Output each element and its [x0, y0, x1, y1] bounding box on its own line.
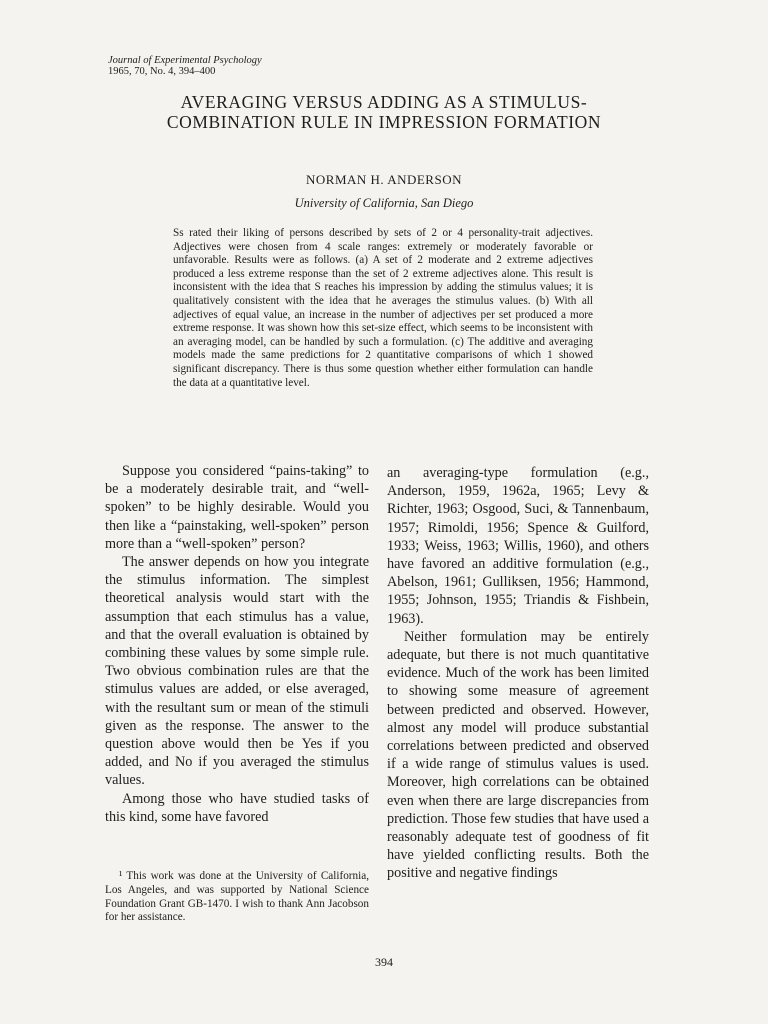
article-author: NORMAN H. ANDERSON	[306, 172, 462, 187]
body-column-right	[387, 464, 649, 883]
abstract: Ss rated their liking of persons described by sets of 2 or 4 personality-trait adjectives. Adjectives were chosen from 4 scale ranges: extremely or moderately favorable or unfavorable. Results were as follows. (a) A set of 2 moderate and 2 extreme adjectives produced a less extreme response than the set of 2 extreme adjectives alone. This result is inconsistent with the idea that S reaches his impression by adding the stimulus values; it is qualitatively consistent with the idea that he averages the stimulus values. (b) With all adjectives of equal value, an increase in the number of adjectives per set produced a more extreme response. It was shown how this set-size effect, which seems to be inconsistent with an averaging model, can be handled by such a formulation. (c) The additive and averaging models made the same predictions for 2 quantitative comparisons of which 1 showed significant discrepancy. There is thus some question whether either formulation can handle the data at a quantitative level.	[173, 227, 593, 389]
body-paragraph: Among those who have studied tasks of this kind, some have favored	[105, 790, 369, 825]
journal-header	[108, 55, 262, 77]
author-affiliation: University of California, San Diego	[294, 196, 474, 210]
journal-name: Journal of Experimental Psychology	[108, 55, 262, 66]
body-paragraph: Suppose you considered “pains-taking” to be a moderately desirable trait, and “well-spoken” to be highly desirable. Would you then like a “painstaking, well-spoken” person more than a “well-spoken” person?	[105, 463, 369, 552]
body-paragraph: The answer depends on how you integrate the stimulus information. The simplest theoretical analysis would start with the assumption that each stimulus has a value, and that the overall evaluation is obtained by combining these values by some simple rule. Two obvious combination rules are that the stimulus values are added, or else averaged, with the resultant sum or mean of the stimuli given as the response. The answer to the question above would then be Yes if you added, and No if you averaged the stimulus values.	[105, 554, 369, 789]
journal-citation: 1965, 70, No. 4, 394–400	[108, 66, 216, 77]
footnote: ¹ This work was done at the University of California, Los Angeles, and was supported by National Science Foundation Grant GB-1470. I wish to thank Ann Jacobson for her assistance.	[105, 870, 369, 924]
page-number: 394	[375, 955, 393, 969]
body-paragraph: an averaging-type formulation (e.g., Anderson, 1959, 1962a, 1965; Levy & Richter, 1963; Osgood, Suci, & Tannenbaum, 1957; Rimoldi, 1956; Spence & Guilford, 1933; Weiss, 1963; Willis, 1960), and others have favored an additive formulation (e.g., Abelson, 1961; Gulliksen, 1956; Hammond, 1955; Johnson, 1955; Triandis & Fishbein, 1963).	[387, 465, 649, 627]
body-column-left	[105, 462, 369, 826]
body-paragraph: Neither formulation may be entirely adequate, but there is not much quantitative evidence. Much of the work has been limited to showing some measure of agreement between predicted and observed. However, almost any model will produce substantial correlations between predicted and observed if a wide range of stimulus values is used. Moreover, high correlations can be obtained even when there are large discrepancies from prediction. Those few studies that have used a reasonably adequate test of goodness of fit have yielded conflicting results. Both the positive and negative findings	[387, 628, 649, 882]
article-title: AVERAGING VERSUS ADDING AS A STIMULUS-COMBINATION RULE IN IMPRESSION FORMATION	[166, 92, 602, 132]
